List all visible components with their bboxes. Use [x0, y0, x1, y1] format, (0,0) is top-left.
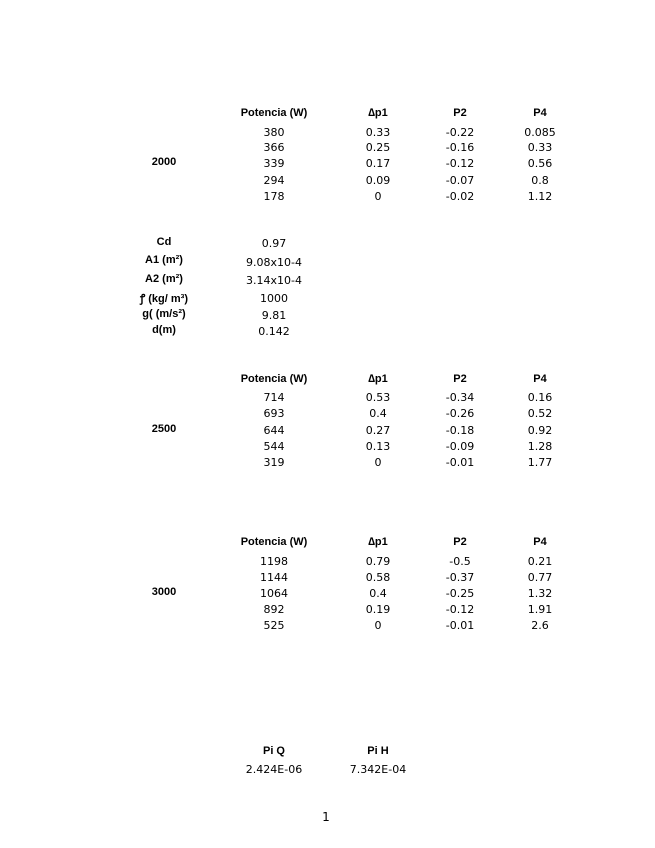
header-p4: P4 — [533, 536, 547, 548]
cell-p4: 0.92 — [527, 424, 553, 437]
cell-p2: -0.34 — [445, 391, 475, 404]
rpm-label: 2500 — [151, 423, 177, 435]
cell-dp1: 0.4 — [369, 587, 387, 600]
header-dp1: ∆p1 — [368, 107, 388, 119]
cell-dp1: 0 — [374, 619, 382, 632]
cell-dp1: 0 — [374, 456, 382, 469]
cell-dp1: 0 — [374, 190, 382, 203]
cell-potencia: 892 — [263, 603, 285, 616]
header-p2: P2 — [453, 373, 467, 385]
cell-potencia: 1144 — [260, 571, 288, 584]
cell-dp1: 0.25 — [365, 141, 391, 154]
cell-p2: -0.09 — [445, 440, 475, 453]
cell-potencia: 544 — [263, 440, 285, 453]
param-value: 9.81 — [261, 309, 287, 322]
cell-p4: 0.33 — [527, 141, 553, 154]
param-value: 0.142 — [258, 325, 290, 338]
cell-potencia: 714 — [263, 391, 285, 404]
cell-potencia: 380 — [263, 126, 285, 139]
header-dp1: ∆p1 — [368, 373, 388, 385]
cell-p2: -0.02 — [445, 190, 475, 203]
cell-dp1: 0.19 — [365, 603, 391, 616]
cell-p2: -0.37 — [445, 571, 475, 584]
cell-p2: -0.5 — [449, 555, 471, 568]
header-p4: P4 — [533, 373, 547, 385]
header-potencia: Potencia (W) — [240, 373, 308, 385]
param-value: 1000 — [260, 292, 288, 305]
param-label: ꝭ (kg/ m³) — [140, 293, 188, 305]
cell-p4: 0.52 — [527, 407, 553, 420]
cell-dp1: 0.79 — [365, 555, 391, 568]
param-value: 3.14x10-4 — [246, 274, 302, 287]
pi-q-label: Pi Q — [262, 745, 285, 757]
header-p4: P4 — [533, 107, 547, 119]
cell-potencia: 525 — [263, 619, 285, 632]
cell-potencia: 178 — [263, 190, 285, 203]
cell-p4: 0.8 — [531, 174, 549, 187]
cell-dp1: 0.4 — [369, 407, 387, 420]
cell-potencia: 319 — [263, 456, 285, 469]
param-value: 0.97 — [261, 237, 287, 250]
cell-p4: 0.77 — [527, 571, 553, 584]
header-dp1: ∆p1 — [368, 536, 388, 548]
cell-p2: -0.01 — [445, 619, 475, 632]
cell-p2: -0.22 — [445, 126, 475, 139]
cell-dp1: 0.27 — [365, 424, 391, 437]
cell-dp1: 0.13 — [365, 440, 391, 453]
cell-p2: -0.01 — [445, 456, 475, 469]
cell-p4: 0.085 — [524, 126, 556, 139]
param-label: A1 (m²) — [145, 254, 183, 266]
header-potencia: Potencia (W) — [240, 107, 308, 119]
rpm-label: 2000 — [151, 156, 177, 168]
page-number: 1 — [322, 810, 330, 824]
cell-p4: 0.16 — [527, 391, 553, 404]
pi-h-label: Pi H — [367, 745, 389, 757]
header-potencia: Potencia (W) — [240, 536, 308, 548]
cell-p4: 1.77 — [527, 456, 553, 469]
cell-potencia: 644 — [263, 424, 285, 437]
param-label: g( (m/s²) — [142, 308, 186, 320]
cell-p2: -0.18 — [445, 424, 475, 437]
cell-dp1: 0.58 — [365, 571, 391, 584]
cell-dp1: 0.33 — [365, 126, 391, 139]
cell-p4: 1.12 — [527, 190, 553, 203]
header-p2: P2 — [453, 107, 467, 119]
cell-dp1: 0.17 — [365, 157, 391, 170]
cell-potencia: 1198 — [260, 555, 288, 568]
pi-q-value: 2.424E-06 — [245, 763, 303, 776]
pi-h-value: 7.342E-04 — [349, 763, 407, 776]
cell-potencia: 366 — [263, 141, 285, 154]
cell-potencia: 294 — [263, 174, 285, 187]
cell-p2: -0.25 — [445, 587, 475, 600]
cell-potencia: 1064 — [260, 587, 288, 600]
cell-p4: 0.21 — [527, 555, 553, 568]
cell-p2: -0.07 — [445, 174, 475, 187]
cell-p2: -0.12 — [445, 603, 475, 616]
param-label: Cd — [156, 236, 172, 248]
cell-potencia: 693 — [263, 407, 285, 420]
cell-p2: -0.26 — [445, 407, 475, 420]
param-label: d(m) — [152, 324, 176, 336]
cell-p2: -0.16 — [445, 141, 475, 154]
rpm-label: 3000 — [151, 586, 177, 598]
cell-p4: 2.6 — [531, 619, 549, 632]
cell-p4: 1.91 — [527, 603, 553, 616]
cell-dp1: 0.53 — [365, 391, 391, 404]
param-value: 9.08x10-4 — [246, 256, 302, 269]
cell-p4: 0.56 — [527, 157, 553, 170]
param-label: A2 (m²) — [145, 273, 183, 285]
cell-p4: 1.32 — [527, 587, 553, 600]
cell-dp1: 0.09 — [365, 174, 391, 187]
cell-p2: -0.12 — [445, 157, 475, 170]
cell-potencia: 339 — [263, 157, 285, 170]
cell-p4: 1.28 — [527, 440, 553, 453]
header-p2: P2 — [453, 536, 467, 548]
